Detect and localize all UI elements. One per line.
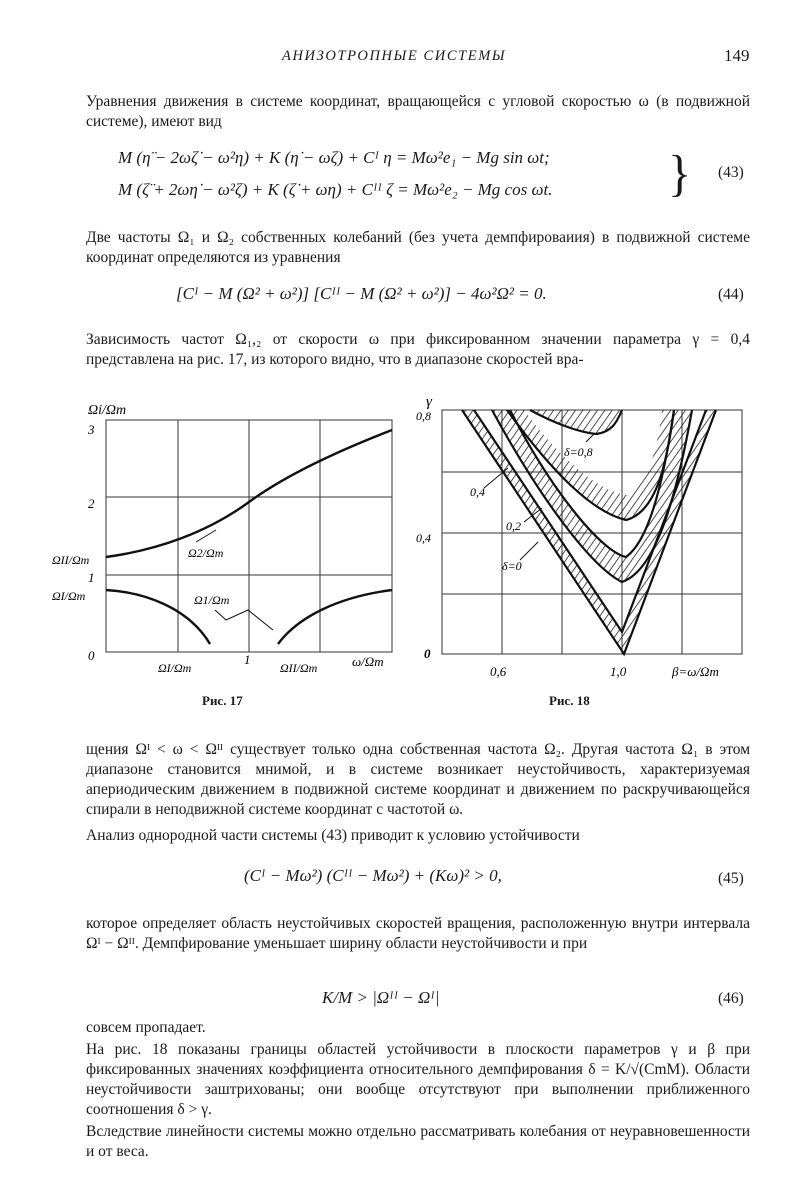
paragraph-3: Зависимость частот Ω₁,₂ от скорости ω при фиксированном значении параметра γ = 0,4 представлена на рис. 17, из которого видно, что в диапазоне скоростей вра-: [86, 331, 750, 368]
fig17-label-omega1-axis: ΩI/Ωm: [52, 589, 86, 603]
fig18-ytick-04: 0,4: [416, 531, 431, 545]
leader-omega1: [215, 610, 273, 630]
fig18-label-delta-0: δ=0: [502, 559, 522, 573]
fig18-label-delta-08: δ=0,8: [564, 445, 593, 459]
fig18-caption: Рис. 18: [549, 693, 590, 708]
paragraph-5: Анализ однородной части системы (43) приводит к условию устойчивости: [86, 827, 580, 844]
paragraph-6: которое определяет область неустойчивых скоростей вращения, расположенную внутри интервала Ωᴵ − Ωᴵᴵ. Демпфирование уменьшает ширину области неустойчивости и при: [86, 915, 750, 952]
fig17-curve-label-1: Ω1/Ωm: [194, 593, 230, 607]
paragraph-2: Две частоты Ω₁ и Ω₂ собственных колебаний (без учета демпфироваиия) в подвижной системе координат определяются из уравнения: [86, 229, 750, 266]
fig18-ytick-08: 0,8: [416, 409, 431, 423]
equation-44: [Cᴵ − M (Ω² + ω²)] [Cᴵᴵ − M (Ω² + ω²)] − 4ω²Ω² = 0.: [176, 284, 547, 303]
fig18-label-delta-02: 0,2: [506, 519, 521, 533]
fig18-xtick-10: 1,0: [610, 664, 627, 679]
fig17-grid: [106, 420, 392, 652]
fig17-ylabel: Ωi/Ωm: [88, 403, 127, 418]
fig18-label-delta-04: 0,4: [470, 485, 485, 499]
paragraph-7: совсем пропадает.: [86, 1019, 206, 1036]
fig17-x-label-low: ΩI/Ωm: [158, 661, 192, 675]
running-title: АНИЗОТРОПНЫЕ СИСТЕМЫ: [282, 48, 507, 64]
page-number: 149: [724, 46, 750, 65]
figure-18: [412, 392, 774, 692]
paragraph-1: Уравнения движения в системе координат, вращающейся с угловой скоростью ω (в подвижной системе), имеют вид: [86, 93, 750, 130]
fig18-xlabel: β=ω/Ωm: [672, 664, 719, 679]
curve-omega1-right: [278, 590, 392, 644]
equation-43-line2: M (ζ̈ + 2ωη̇ − ω²ζ) + K (ζ̇ + ωη) + Cᴵᴵ ζ = Mω²e₂ − Mg cos ωt.: [118, 180, 553, 199]
fig17-xlabel: ω/Ωm: [352, 654, 384, 669]
fig18-ylabel: γ: [426, 394, 432, 410]
equation-43-number: (43): [718, 164, 744, 181]
fig17-ytick-2: 2: [88, 496, 95, 511]
paragraph-9: Вследствие линейности системы можно отдельно рассматривать колебания от неуравновешенности и от веса.: [86, 1123, 750, 1160]
figure-17: [48, 392, 408, 692]
fig18-ytick-0: 0: [424, 646, 431, 661]
equation-46: K/M > |Ωᴵᴵ − Ωᴵ|: [322, 988, 440, 1007]
paragraph-4: щения Ωᴵ < ω < Ωᴵᴵ существует только одна собственная частота Ω₂. Другая частота Ω₁ в этом диапазоне становится мнимой, и в системе возникает неустойчивость, характеризуемая апериодическим движением в подвижной системе координат и движением по раскручивающейся спирали в неподвижной системе координат с частотой ω.: [86, 741, 750, 818]
fig18-xtick-06: 0,6: [490, 664, 507, 679]
equation-brace: }: [668, 145, 692, 202]
fig17-ytick-1: 1: [88, 570, 95, 585]
equation-45: (Cᴵ − Mω²) (Cᴵᴵ − Mω²) + (Kω)² > 0,: [244, 866, 502, 885]
equation-45-number: (45): [718, 870, 744, 887]
equation-46-number: (46): [718, 990, 744, 1007]
paragraph-8: На рис. 18 показаны границы областей устойчивости в плоскости параметров γ и β при фиксированных значениях коэффициента относительного демпфирования δ = K/√(CmM). Области неустойчивости заштрихованы; они вообще отсутствуют при выполнении приближенного соотношения δ > γ.: [86, 1041, 750, 1118]
fig17-ytick-0: 0: [88, 648, 95, 663]
fig17-curve-label-2: Ω2/Ωm: [188, 546, 224, 560]
fig17-label-omega2-axis: ΩII/Ωm: [52, 553, 90, 567]
fig17-x-label-high: ΩII/Ωm: [280, 661, 318, 675]
fig17-caption: Рис. 17: [202, 693, 243, 708]
equation-44-number: (44): [718, 286, 744, 303]
fig17-ytick-3: 3: [88, 422, 95, 437]
fig17-xtick-1: 1: [244, 652, 251, 667]
equation-43-line1: M (η̈ − 2ωζ̇ − ω²η) + K (η̇ − ωζ) + Cᴵ η = Mω²e₁ − Mg sin ωt;: [118, 148, 550, 167]
